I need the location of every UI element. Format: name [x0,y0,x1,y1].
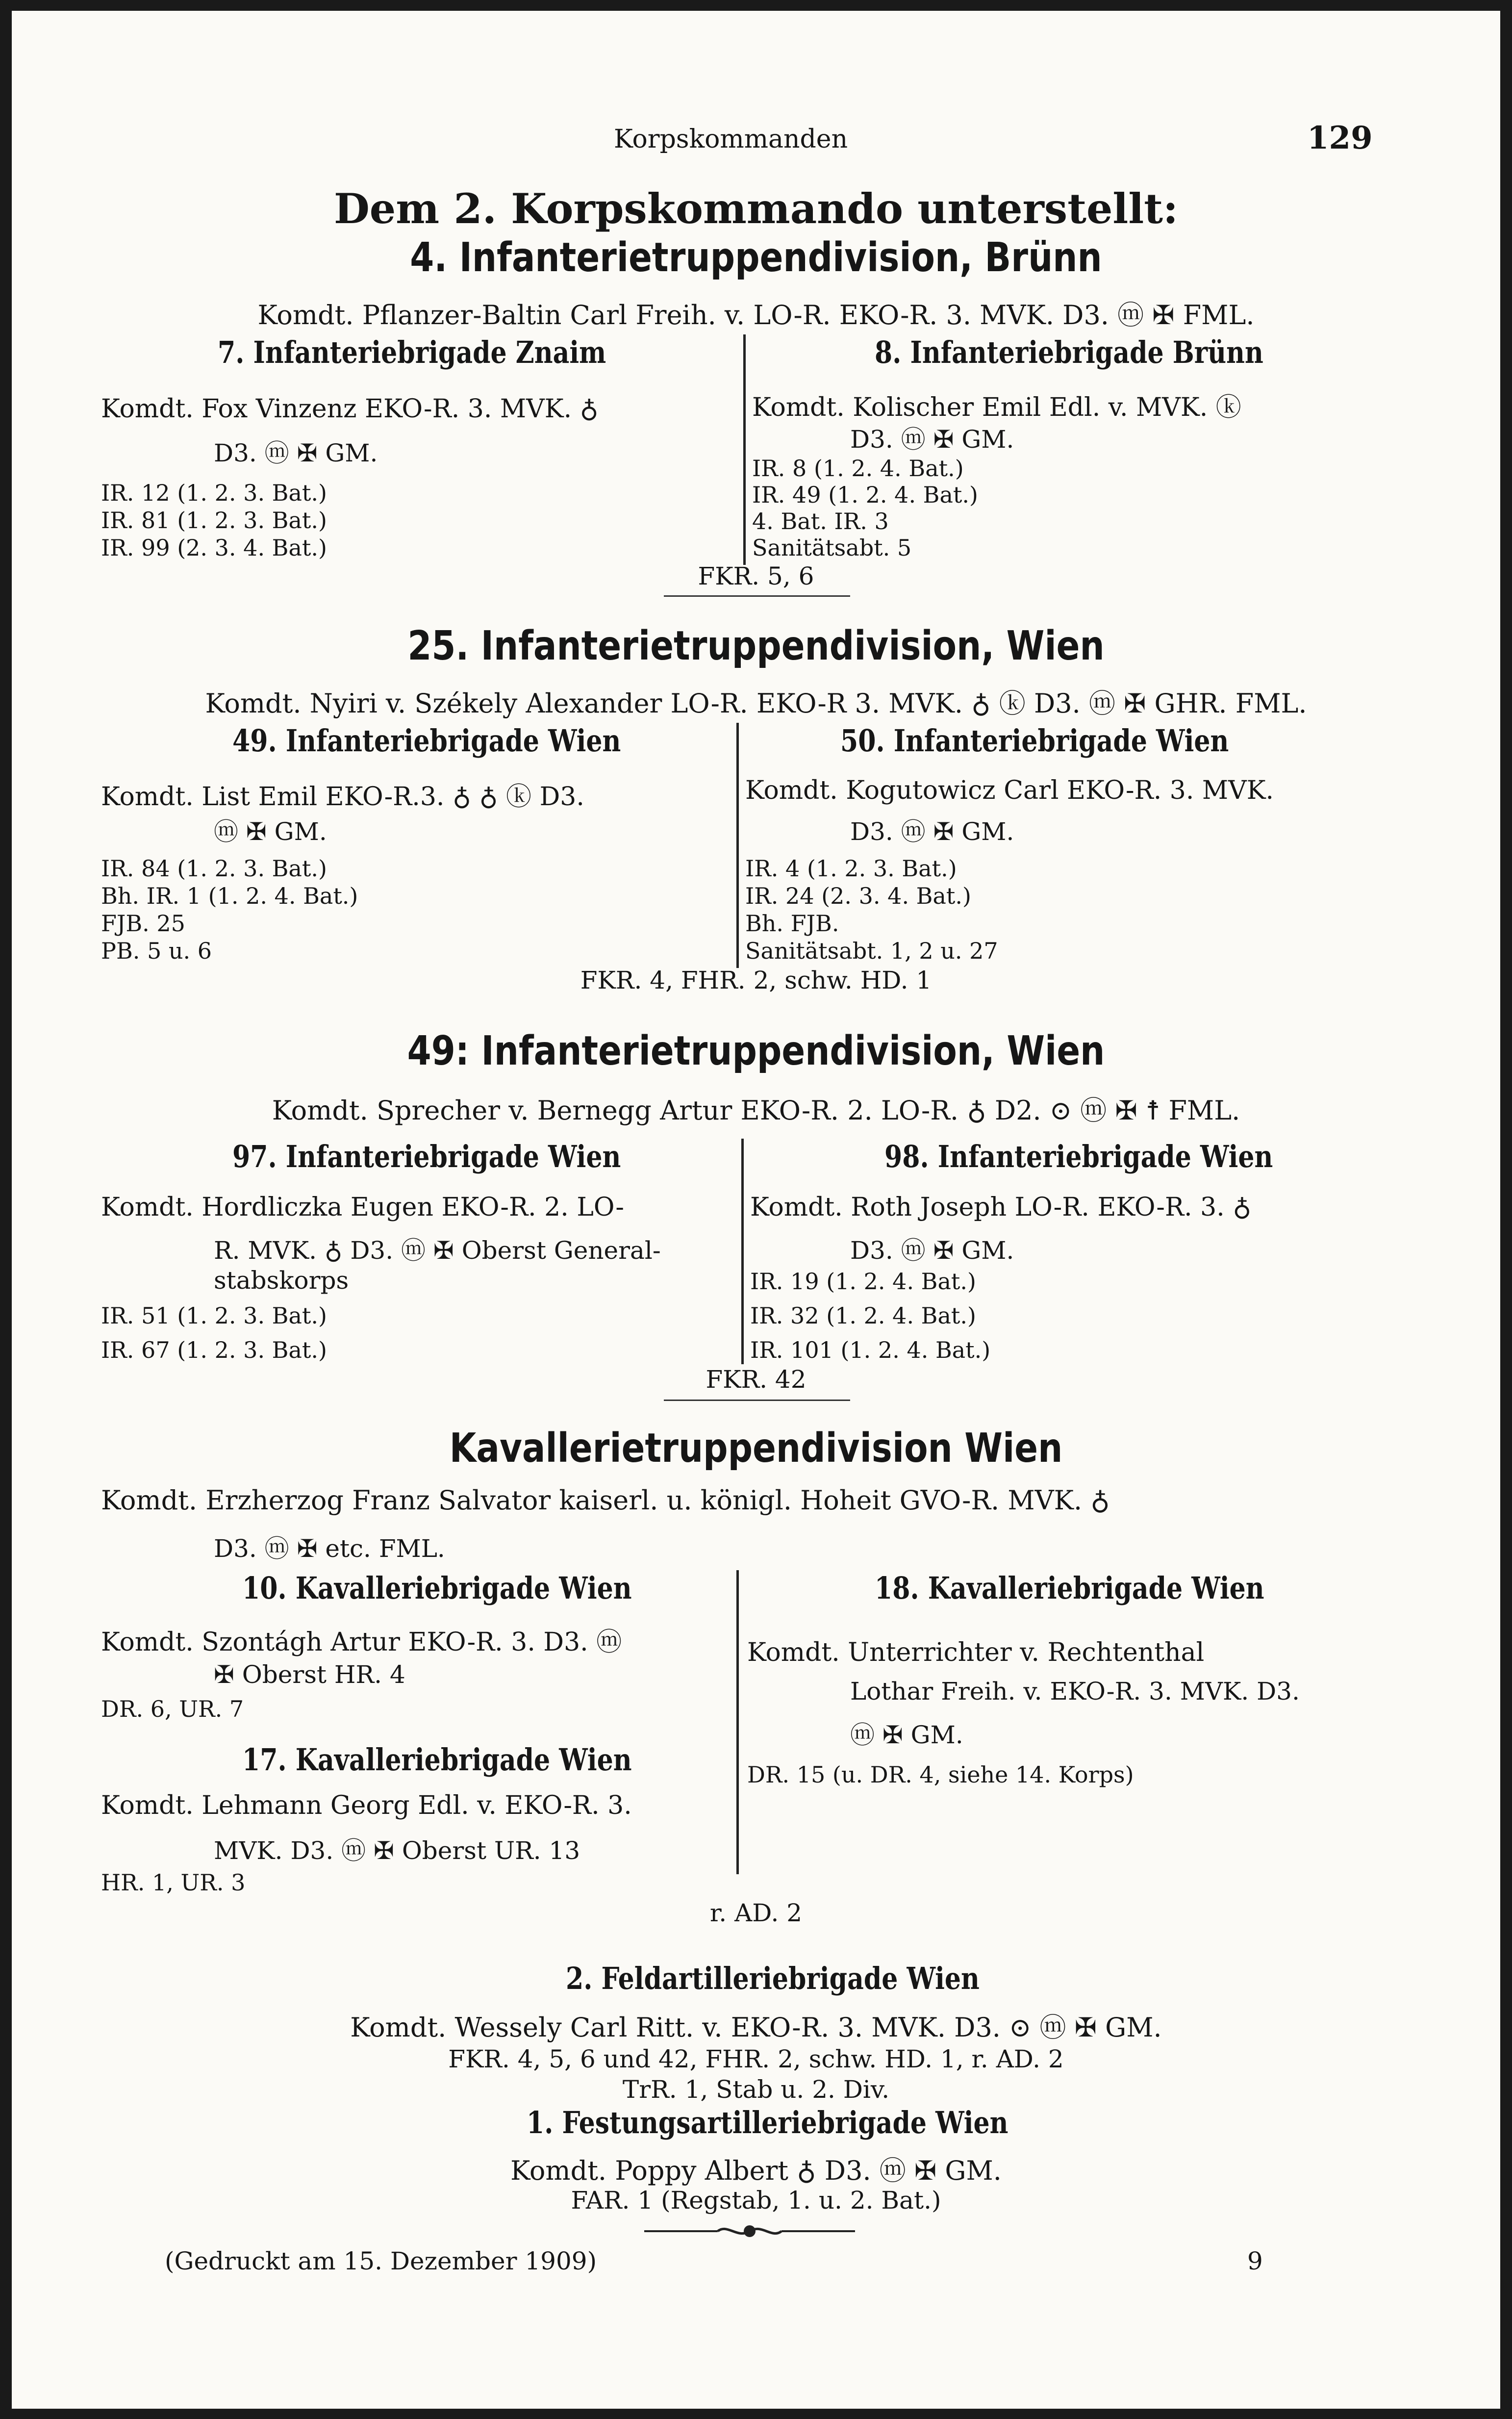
brigade-commander-98-line2: D3. ⓜ ✠ GM. [850,1236,1014,1265]
unit-line: IR. 32 (1. 2. 4. Bat.) [750,1302,976,1329]
unit-line: IR. 84 (1. 2. 3. Bat.) [101,855,327,882]
division-commander-25: Komdt. Nyiri v. Székely Alexander LO-R. EKO-R 3. MVK. ♁ ⓚ D3. ⓜ ✠ GHR. FML. [205,688,1307,719]
column-divider [743,334,746,565]
unit-line: PB. 5 u. 6 [101,938,212,964]
unit-line: IR. 12 (1. 2. 3. Bat.) [101,480,327,506]
division-commander-4: Komdt. Pflanzer-Baltin Carl Freih. v. LO-R. EKO-R. 3. MVK. D3. ⓜ ✠ FML. [257,300,1255,331]
column-divider [736,723,739,968]
unit-line: HR. 1, UR. 3 [101,1869,246,1896]
division-heading-49: 49: Infanterietruppendivision, Wien [407,1028,1105,1074]
brigade-commander-8-line2: D3. ⓜ ✠ GM. [850,425,1014,454]
unit-line: IR. 51 (1. 2. 3. Bat.) [101,1302,327,1329]
artillery-brigade-heading: 2. Feldartilleriebrigade Wien [566,1961,980,1996]
fortress-artillery-heading: 1. Festungsartilleriebrigade Wien [527,2105,1008,2140]
brigade-commander-18-line1: Komdt. Unterrichter v. Rechtenthal [747,1638,1205,1667]
artillery-units-line1: FKR. 4, 5, 6 und 42, FHR. 2, schw. HD. 1, r. AD. 2 [448,2045,1064,2073]
artillery-commander: Komdt. Wessely Carl Ritt. v. EKO-R. 3. MVK. D3. ⊙ ⓜ ✠ GM. [350,2012,1162,2043]
fortress-artillery-commander: Komdt. Poppy Albert ♁ D3. ⓜ ✠ GM. [510,2155,1002,2186]
brigade-commander-97-line2: R. MVK. ♁ D3. ⓜ ✠ Oberst General- [214,1236,661,1265]
ornament-divider-icon [644,2221,855,2241]
division-troops-25: FKR. 4, FHR. 2, schw. HD. 1 [580,966,932,994]
brigade-commander-50-line1: Komdt. Kogutowicz Carl EKO-R. 3. MVK. [745,776,1274,805]
fortress-artillery-units: FAR. 1 (Regstab, 1. u. 2. Bat.) [571,2186,941,2215]
artillery-units-line2: TrR. 1, Stab u. 2. Div. [622,2075,890,2104]
brigade-commander-17-line1: Komdt. Lehmann Georg Edl. v. EKO-R. 3. [101,1791,632,1820]
brigade-commander-17-line2: MVK. D3. ⓜ ✠ Oberst UR. 13 [214,1836,580,1865]
section-divider [664,1400,850,1401]
unit-line: IR. 4 (1. 2. 3. Bat.) [745,855,957,882]
cavalry-division-heading: Kavallerietruppendivision Wien [449,1425,1063,1472]
brigade-commander-49-line1: Komdt. List Emil EKO-R.3. ♁ ♁ ⓚ D3. [101,782,584,812]
unit-line: Bh. FJB. [745,910,839,937]
brigade-heading-97: 97. Infanteriebrigade Wien [232,1139,621,1174]
page-title: Dem 2. Korpskommando unterstellt: [333,184,1179,233]
unit-line: DR. 6, UR. 7 [101,1696,244,1722]
division-commander-49: Komdt. Sprecher v. Bernegg Artur EKO-R. 2. LO-R. ♁ D2. ⊙ ⓜ ✠ ☨ FML. [272,1095,1240,1126]
brigade-commander-7-line1: Komdt. Fox Vinzenz EKO-R. 3. MVK. ♁ [101,394,599,424]
unit-line: IR. 8 (1. 2. 4. Bat.) [752,455,964,482]
brigade-heading-17: 17. Kavalleriebrigade Wien [242,1742,632,1778]
unit-line: FJB. 25 [101,910,185,937]
brigade-heading-98: 98. Infanteriebrigade Wien [884,1139,1273,1174]
brigade-commander-97-line1: Komdt. Hordliczka Eugen EKO-R. 2. LO- [101,1193,624,1222]
section-divider [664,595,850,597]
brigade-commander-10-line2: ✠ Oberst HR. 4 [214,1660,405,1689]
unit-line: IR. 81 (1. 2. 3. Bat.) [101,507,327,534]
division-troops-4: FKR. 5, 6 [698,562,814,590]
brigade-commander-18-line2: Lothar Freih. v. EKO-R. 3. MVK. D3. [850,1677,1300,1706]
brigade-heading-8: 8. Infanteriebrigade Brünn [875,334,1263,370]
brigade-commander-18-line3: ⓜ ✠ GM. [850,1721,963,1749]
brigade-heading-49: 49. Infanteriebrigade Wien [232,723,621,759]
unit-line: IR. 101 (1. 2. 4. Bat.) [750,1337,991,1363]
brigade-heading-7: 7. Infanteriebrigade Znaim [218,334,606,370]
brigade-commander-8-line1: Komdt. Kolischer Emil Edl. v. MVK. ⓚ [752,393,1241,422]
cavalry-commander-line2: D3. ⓜ ✠ etc. FML. [214,1534,445,1563]
division-heading-4: 4. Infanterietruppendivision, Brünn [410,234,1102,281]
column-divider [741,1139,744,1364]
cavalry-troops: r. AD. 2 [709,1899,803,1927]
page-number: 129 [1307,120,1373,156]
division-heading-25: 25. Infanterietruppendivision, Wien [407,623,1105,669]
brigade-heading-50: 50. Infanteriebrigade Wien [840,723,1229,759]
brigade-commander-10-line1: Komdt. Szontágh Artur EKO-R. 3. D3. ⓜ [101,1628,622,1657]
brigade-commander-49-line2: ⓜ ✠ GM. [214,817,327,846]
unit-line: IR. 24 (2. 3. 4. Bat.) [745,883,971,909]
unit-line: Sanitätsabt. 5 [752,535,912,561]
unit-line: IR. 67 (1. 2. 3. Bat.) [101,1337,327,1363]
unit-line: Bh. IR. 1 (1. 2. 4. Bat.) [101,883,358,909]
running-head: Korpskommanden [614,125,848,154]
unit-line: IR. 19 (1. 2. 4. Bat.) [750,1268,976,1295]
unit-line: 4. Bat. IR. 3 [752,508,889,535]
brigade-commander-97-line3: stabskorps [214,1266,349,1295]
unit-line: DR. 15 (u. DR. 4, siehe 14. Korps) [747,1761,1134,1788]
brigade-heading-10: 10. Kavalleriebrigade Wien [242,1570,632,1606]
unit-line: IR. 99 (2. 3. 4. Bat.) [101,535,327,561]
division-troops-49: FKR. 42 [706,1365,806,1394]
unit-line: Sanitätsabt. 1, 2 u. 27 [745,938,998,964]
signature-mark: 9 [1247,2247,1263,2275]
book-page [12,11,1500,2409]
brigade-commander-98-line1: Komdt. Roth Joseph LO-R. EKO-R. 3. ♁ [750,1193,1252,1222]
print-date-note: (Gedruckt am 15. Dezember 1909) [165,2247,597,2275]
column-divider [736,1570,739,1874]
cavalry-commander-line1: Komdt. Erzherzog Franz Salvator kaiserl. u. königl. Hoheit GVO-R. MVK. ♁ [101,1485,1110,1516]
brigade-commander-7-line2: D3. ⓜ ✠ GM. [214,439,378,467]
unit-line: IR. 49 (1. 2. 4. Bat.) [752,482,978,508]
brigade-heading-18: 18. Kavalleriebrigade Wien [875,1570,1264,1606]
brigade-commander-50-line2: D3. ⓜ ✠ GM. [850,817,1014,846]
